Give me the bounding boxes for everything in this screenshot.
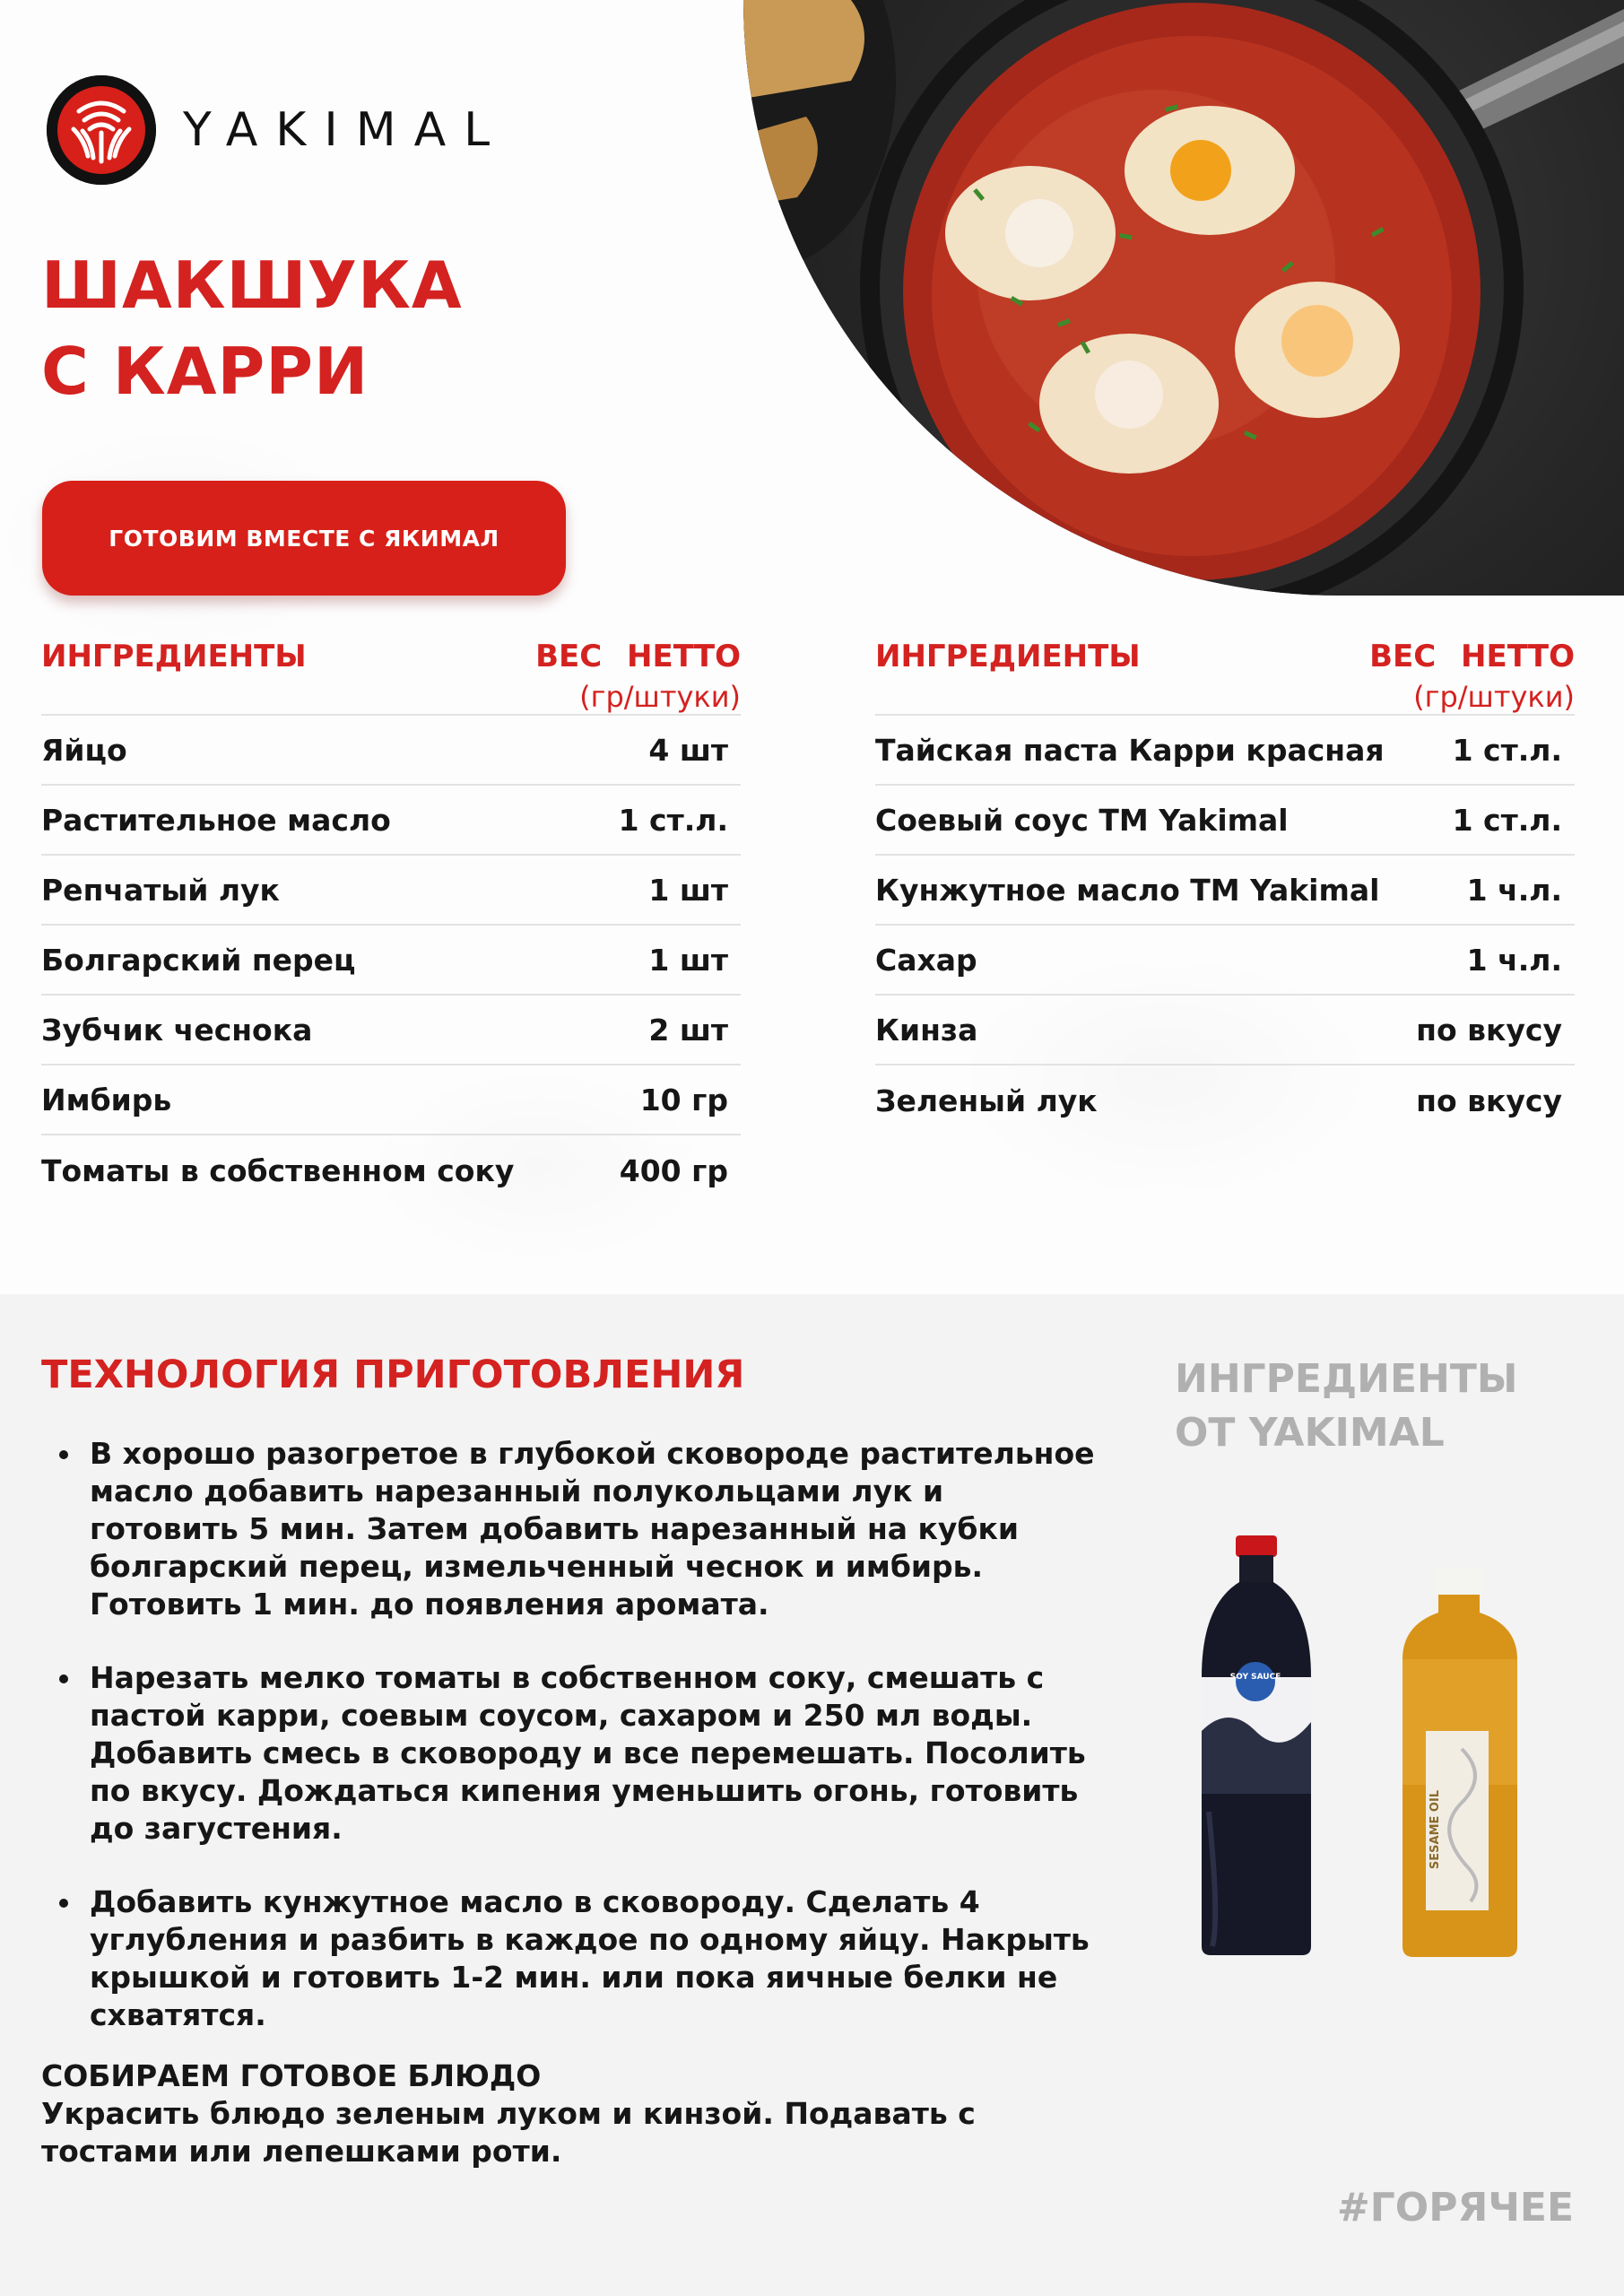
- table-row: [875, 926, 1575, 996]
- product-bottles-illustration: [1166, 1525, 1542, 1964]
- ingredient-name: Кинза: [875, 1012, 978, 1048]
- ingredient-name: Имбирь: [41, 1082, 172, 1118]
- table-row: [41, 786, 741, 856]
- recipe-title-line1: ШАКШУКА: [41, 248, 463, 323]
- method-step: Нарезать мелко томаты в собственном соку, смешать с пастой карри, соевым соусом, сахаром и 250 мл воды. Добавить смесь в сковороду и все перемешать. Посолить по вкусу. Дождаться кипения уменьшить огонь, готовить до загустения.: [41, 1659, 1099, 1848]
- ingredient-amount: 2 шт: [648, 1012, 728, 1048]
- ingredient-name: Соевый соус ТМ Yakimal: [875, 802, 1289, 838]
- ingredient-name: Кунжутное масло ТМ Yakimal: [875, 872, 1380, 908]
- product-images: [1166, 1525, 1542, 1964]
- recipe-title: [41, 242, 463, 414]
- weight-column-header: [535, 639, 741, 714]
- ingredient-amount: 1 ч.л.: [1466, 872, 1562, 908]
- weight-column-title: ВЕС НЕТТО: [1369, 639, 1575, 674]
- ingredient-name: Тайская паста Карри красная: [875, 732, 1385, 768]
- ingredient-amount: 1 ч.л.: [1466, 942, 1562, 978]
- ingredient-amount: 10 гр: [639, 1082, 728, 1118]
- table-row: [875, 856, 1575, 926]
- recipe-title-line2: С КАРРИ: [41, 334, 369, 409]
- method-title: ТЕХНОЛОГИЯ ПРИГОТОВЛЕНИЯ: [41, 1352, 745, 1397]
- ingredients-table-header: [41, 628, 741, 716]
- ingredient-amount: 1 ст.л.: [618, 802, 728, 838]
- ingredient-amount: 1 шт: [648, 872, 728, 908]
- ingredient-amount: 4 шт: [648, 732, 728, 768]
- serving-text: Украсить блюдо зеленым луком и кинзой. Подавать с тостами или лепешками роти.: [41, 2096, 976, 2169]
- serving-title: СОБИРАЕМ ГОТОВОЕ БЛЮДО: [41, 2058, 542, 2093]
- method-steps-list: [41, 1435, 1099, 2070]
- ingredient-name: Болгарский перец: [41, 942, 356, 978]
- table-row: [875, 786, 1575, 856]
- yakimal-ingredients-title: [1175, 1352, 1518, 1460]
- table-row: [41, 926, 741, 996]
- ingredient-name: Яйцо: [41, 732, 127, 768]
- ingredient-name: Зубчик чеснока: [41, 1012, 313, 1048]
- ingredient-amount: 400 гр: [619, 1152, 728, 1188]
- table-row: [41, 996, 741, 1065]
- ingredient-amount: 1 шт: [648, 942, 728, 978]
- sesame-oil-bottle: [1403, 1568, 1517, 1957]
- ingredient-amount: по вкусу: [1416, 1083, 1562, 1118]
- ingredients-column-header: ИНГРЕДИЕНТЫ: [875, 639, 1141, 674]
- soy-sauce-bottle-label: SOY SAUCE: [1229, 1673, 1281, 1682]
- soy-sauce-bottle: [1202, 1535, 1311, 1955]
- brand-name: YAKIMAL: [183, 103, 508, 157]
- cook-together-button[interactable]: ГОТОВИМ ВМЕСТЕ С ЯКИМАЛ: [42, 481, 566, 596]
- ingredient-amount: 1 ст.л.: [1452, 732, 1562, 768]
- ingredient-amount: по вкусу: [1416, 1012, 1562, 1048]
- method-step: В хорошо разогретое в глубокой сковороде растительное масло добавить нарезанный полукольцами лук и готовить 5 мин. Затем добавить нарезанный на кубки болгарский перец, измельченный чеснок и имбирь. Готовить 1 мин. до появления аромата.: [41, 1435, 1099, 1623]
- yakimal-ingredients-title-line1: ИНГРЕДИЕНТЫ: [1175, 1356, 1518, 1402]
- table-row: [875, 716, 1575, 786]
- table-row: [41, 856, 741, 926]
- weight-column-title: ВЕС НЕТТО: [535, 639, 741, 674]
- table-row: [41, 1065, 741, 1135]
- table-row: [875, 996, 1575, 1065]
- ingredients-column-header: ИНГРЕДИЕНТЫ: [41, 639, 307, 674]
- ingredients-table-header: [875, 628, 1575, 716]
- table-row: [875, 1065, 1575, 1135]
- ingredient-name: Зеленый лук: [875, 1083, 1098, 1118]
- weight-column-unit: (гр/штуки): [579, 680, 741, 714]
- brand-emblem-icon: [47, 75, 156, 185]
- serving-block: [41, 2057, 1081, 2170]
- ingredient-amount: 1 ст.л.: [1452, 802, 1562, 838]
- ingredient-name: Сахар: [875, 942, 977, 978]
- table-row: [41, 1135, 741, 1205]
- weight-column-header: [1369, 639, 1575, 714]
- ingredient-name: Растительное масло: [41, 802, 391, 838]
- brand-logo: [47, 75, 508, 185]
- sesame-oil-bottle-label: SESAME OIL: [1429, 1789, 1442, 1870]
- ingredient-name: Томаты в собственном соку: [41, 1152, 515, 1188]
- table-row: [41, 716, 741, 786]
- yakimal-ingredients-title-line2: ОТ YAKIMAL: [1175, 1410, 1445, 1456]
- weight-column-unit: (гр/штуки): [1413, 680, 1575, 714]
- category-hashtag[interactable]: #ГОРЯЧЕЕ: [1336, 2185, 1574, 2231]
- ingredients-table-right: [875, 628, 1575, 1135]
- ingredient-name: Репчатый лук: [41, 872, 280, 908]
- method-step: Добавить кунжутное масло в сковороду. Сделать 4 углубления и разбить в каждое по одному яйцу. Накрыть крышкой и готовить 1-2 мин. или пока яичные белки не схватятся.: [41, 1883, 1099, 2034]
- ingredients-table-left: [41, 628, 741, 1205]
